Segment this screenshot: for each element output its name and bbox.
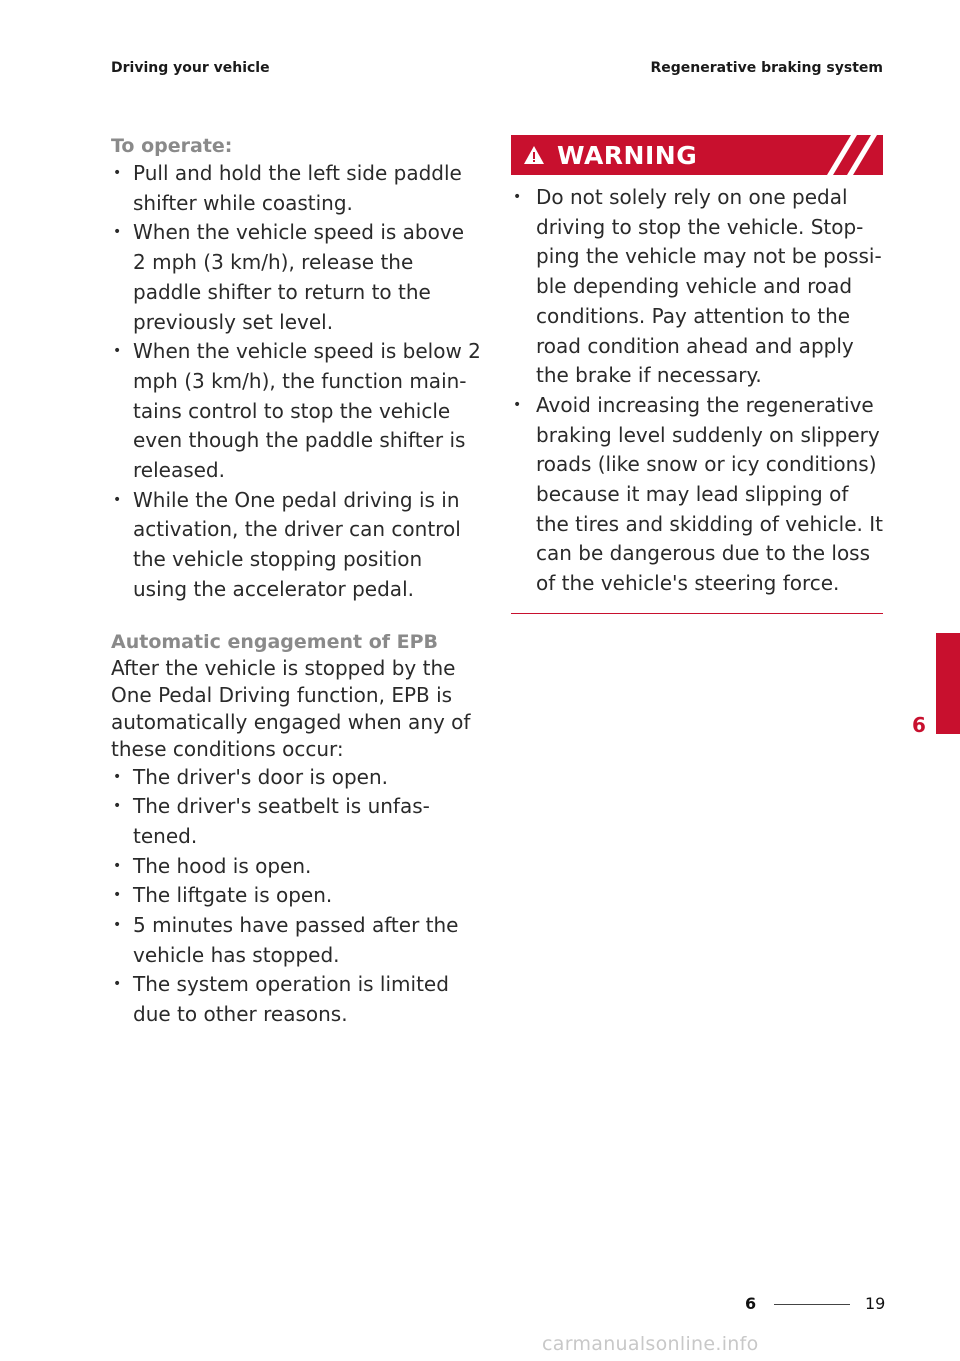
list-item: • Do not solely rely on one pedal driving to stop the vehicle. Stop-ping the vehicle may not be possi-ble depending vehicle and road conditions. Pay attention to the road condition ahead and apply the brake if necessary. (511, 183, 883, 391)
watermark-text: carmanualsonline.info (542, 1333, 759, 1355)
left-column (111, 133, 481, 1030)
list-item: • Pull and hold the left side paddle shifter while coasting. (111, 159, 481, 218)
footer-divider (774, 1304, 850, 1305)
operate-heading: To operate: (111, 135, 233, 157)
operate-list (111, 159, 481, 605)
epb-intro: After the vehicle is stopped by the One Pedal Driving function, EPB is automatically engaged when any of these conditions occur: (111, 655, 471, 761)
epb-heading: Automatic engagement of EPB (111, 630, 439, 653)
list-item: • When the vehicle speed is above 2 mph (3 km/h), release the paddle shifter to return to the previously set level. (111, 218, 481, 337)
section-gap (111, 605, 481, 629)
list-item: • Avoid increasing the regenerative braking level suddenly on slippery roads (like snow or icy conditions) because it may lead slipping of the tires and skidding of vehicle. It can be dangerous due to the loss of the vehicle's steering force. (511, 391, 883, 599)
warning-stripes-decoration (821, 135, 883, 175)
running-header-section: Driving your vehicle (111, 60, 270, 76)
list-item: • The driver's door is open. (111, 763, 481, 793)
warning-label: WARNING (557, 140, 698, 170)
warning-triangle-icon (523, 145, 545, 165)
footer-chapter-number: 6 (745, 1294, 757, 1313)
list-item: • The driver's seatbelt is unfas-tened. (111, 792, 481, 851)
list-item: • While the One pedal driving is in activation, the driver can control the vehicle stopping position using the accelerator pedal. (111, 486, 481, 605)
epb-list (111, 763, 481, 1030)
chapter-side-number: 6 (912, 713, 926, 737)
warning-body (511, 175, 883, 613)
right-column (511, 135, 883, 614)
list-item: • The system operation is limited due to other reasons. (111, 970, 481, 1029)
warning-list (511, 183, 883, 599)
list-item: • The hood is open. (111, 852, 481, 882)
chapter-side-tab (936, 633, 960, 734)
running-header-topic: Regenerative braking system (650, 60, 883, 76)
warning-bottom-rule (511, 613, 883, 615)
list-item: • When the vehicle speed is below 2 mph (3 km/h), the function main-tains control to stop the vehicle even though the paddle shifter is released. (111, 337, 481, 486)
list-item: • The liftgate is open. (111, 881, 481, 911)
warning-banner (511, 135, 883, 175)
footer-page-number: 19 (865, 1294, 886, 1313)
list-item: • 5 minutes have passed after the vehicle has stopped. (111, 911, 481, 970)
